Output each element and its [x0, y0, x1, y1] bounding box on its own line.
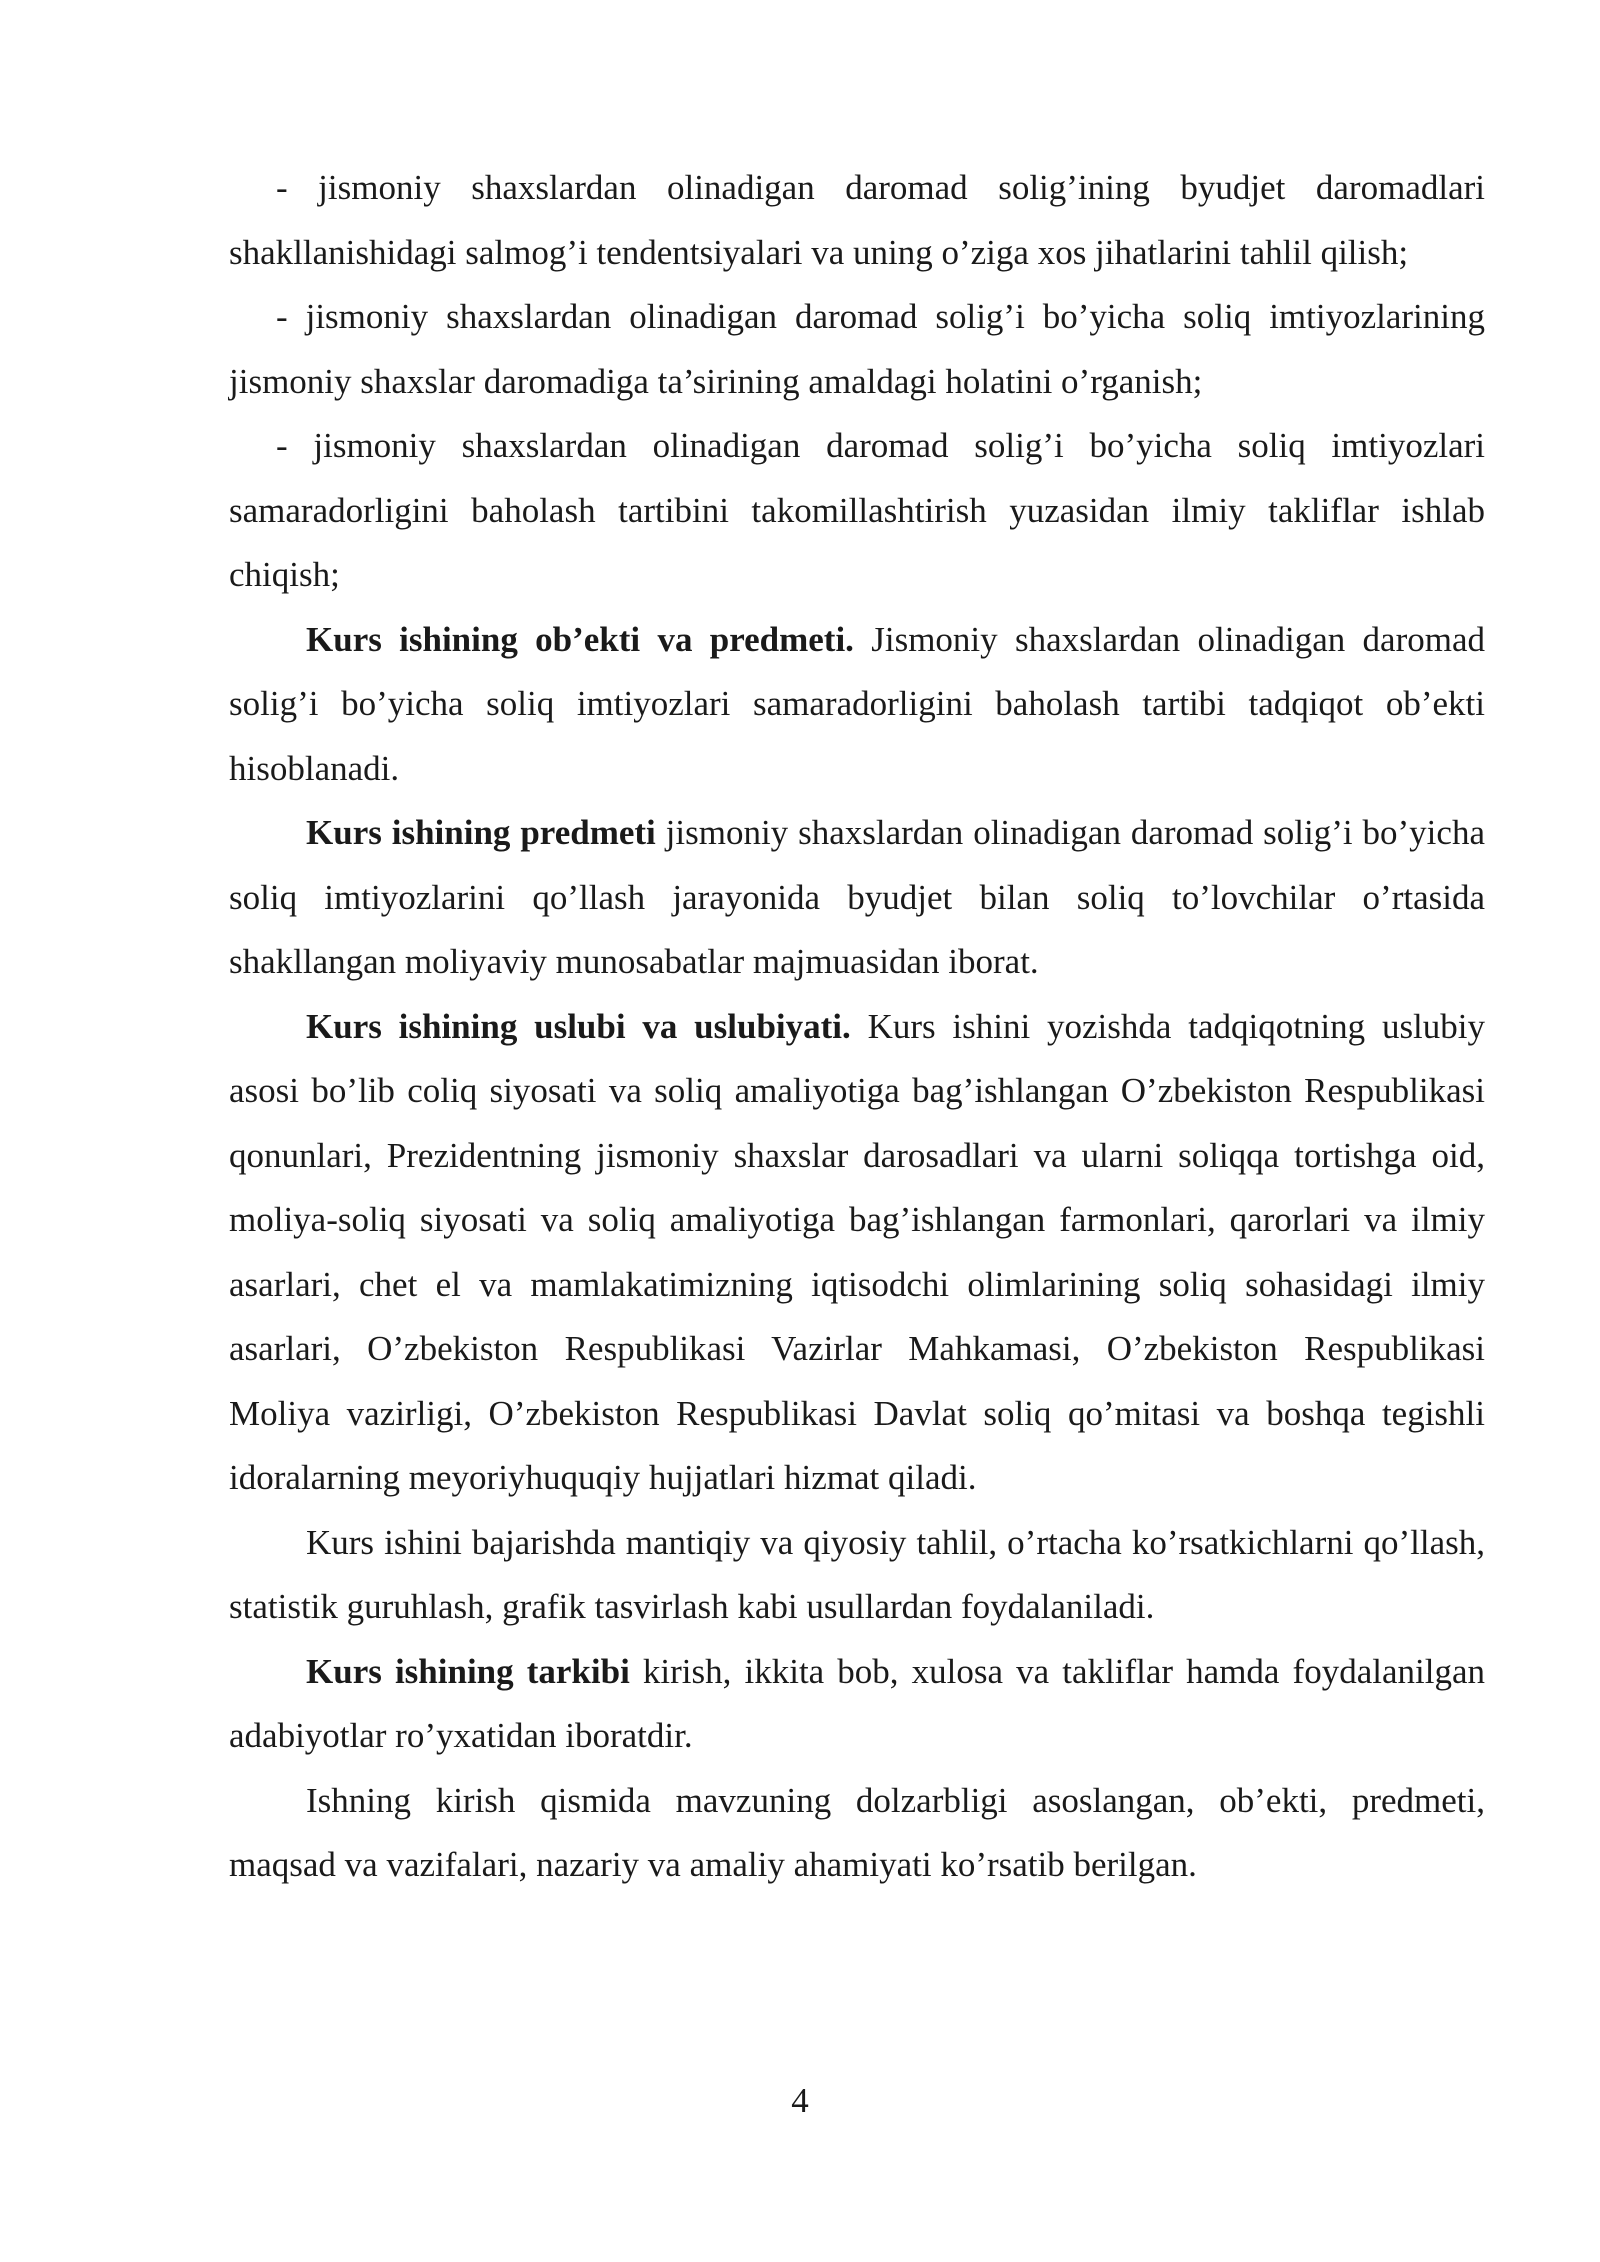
- section-text: Ishning kirish qismida mavzuning dolzarbligi asoslangan, ob’ekti, predmeti, maqsad va vazifalari, nazariy va amaliy ahamiyati ko’rsatib berilgan.: [229, 1780, 1485, 1884]
- section-text: Jismoniy shaxslardan olinadigan daromad solig’i bo’yicha soliq imtiyozlari samaradorligini baholash tartibi tadqiqot ob’ekti hisoblanadi.: [229, 619, 1485, 788]
- bullet-text: - jismoniy shaxslardan olinadigan daromad solig’i bo’yicha soliq imtiyozlari samaradorligini baholash tartibini takomillashtirish yuzasidan ilmiy takliflar ishlab chiqish;: [229, 426, 1485, 594]
- section-text: jismoniy shaxslardan olinadigan daromad solig’i bo’yicha soliq imtiyozlarini qo’llash jarayonida byudjet bilan soliq to’lovchilar o’rtasida shakllangan moliyaviy munosabatlar majmuasidan iborat.: [229, 813, 1485, 981]
- section-heading: Kurs ishining tarkibi: [306, 1651, 630, 1691]
- section-methods: [229, 1511, 1485, 1640]
- section-subject: [229, 801, 1485, 995]
- section-methodology: [229, 995, 1485, 1511]
- page-number: 4: [791, 2081, 809, 2120]
- section-heading: Kurs ishining predmeti: [306, 813, 656, 852]
- bullet-text: - jismoniy shaxslardan olinadigan daromad solig’ining byudjet daromadlari shakllanishidagi salmog’i tendentsiyalari va uning o’ziga xos jihatlarini tahlil qilish;: [229, 168, 1485, 272]
- section-object-subject: [229, 608, 1485, 802]
- section-text: Kurs ishini yozishda tadqiqotning uslubiy asosi bo’lib coliq siyosati va soliq amaliyotiga bag’ishlangan O’zbekiston Respublikasi qonunlari, Prezidentning jismoniy shaxslar darosadlari va ularni soliqqa tortishga oid, moliya-soliq siyosati va soliq amaliyotiga bag’ishlangan farmonlari, qarorlari va ilmiy asarlari, chet el va mamlakatimizning iqtisodchi olimlarining soliq sohasidagi ilmiy asarlari, O’zbekiston Respublikasi Vazirlar Mahkamasi, O’zbekiston Respublikasi Moliya vazirligi, O’zbekiston Respublikasi Davlat soliq qo’mitasi va boshqa tegishli idoralarning meyoriyhuquqiy hujjatlari hizmat qiladi.: [229, 1006, 1486, 1497]
- section-structure: [229, 1640, 1485, 1769]
- page-body: [229, 156, 1485, 1898]
- section-heading: Kurs ishining ob’ekti va predmeti.: [306, 619, 854, 659]
- bullet-item: [229, 285, 1485, 414]
- section-text: kirish, ikkita bob, xulosa va takliflar hamda foydalanilgan adabiyotlar ro’yxatidan iboratdir.: [229, 1651, 1485, 1755]
- section-text: Kurs ishini bajarishda mantiqiy va qiyosiy tahlil, o’rtacha ko’rsatkichlarni qo’llash, statistik guruhlash, grafik tasvirlash kabi usullardan foydalaniladi.: [229, 1522, 1485, 1626]
- section-heading: Kurs ishining uslubi va uslubiyati.: [306, 1006, 851, 1046]
- bullet-text: - jismoniy shaxslardan olinadigan daromad solig’i bo’yicha soliq imtiyozlarining jismoniy shaxslar daromadiga ta’sirining amaldagi holatini o’rganish;: [229, 297, 1485, 401]
- section-introduction: [229, 1769, 1485, 1898]
- bullet-item: [229, 414, 1485, 608]
- bullet-item: [229, 156, 1485, 285]
